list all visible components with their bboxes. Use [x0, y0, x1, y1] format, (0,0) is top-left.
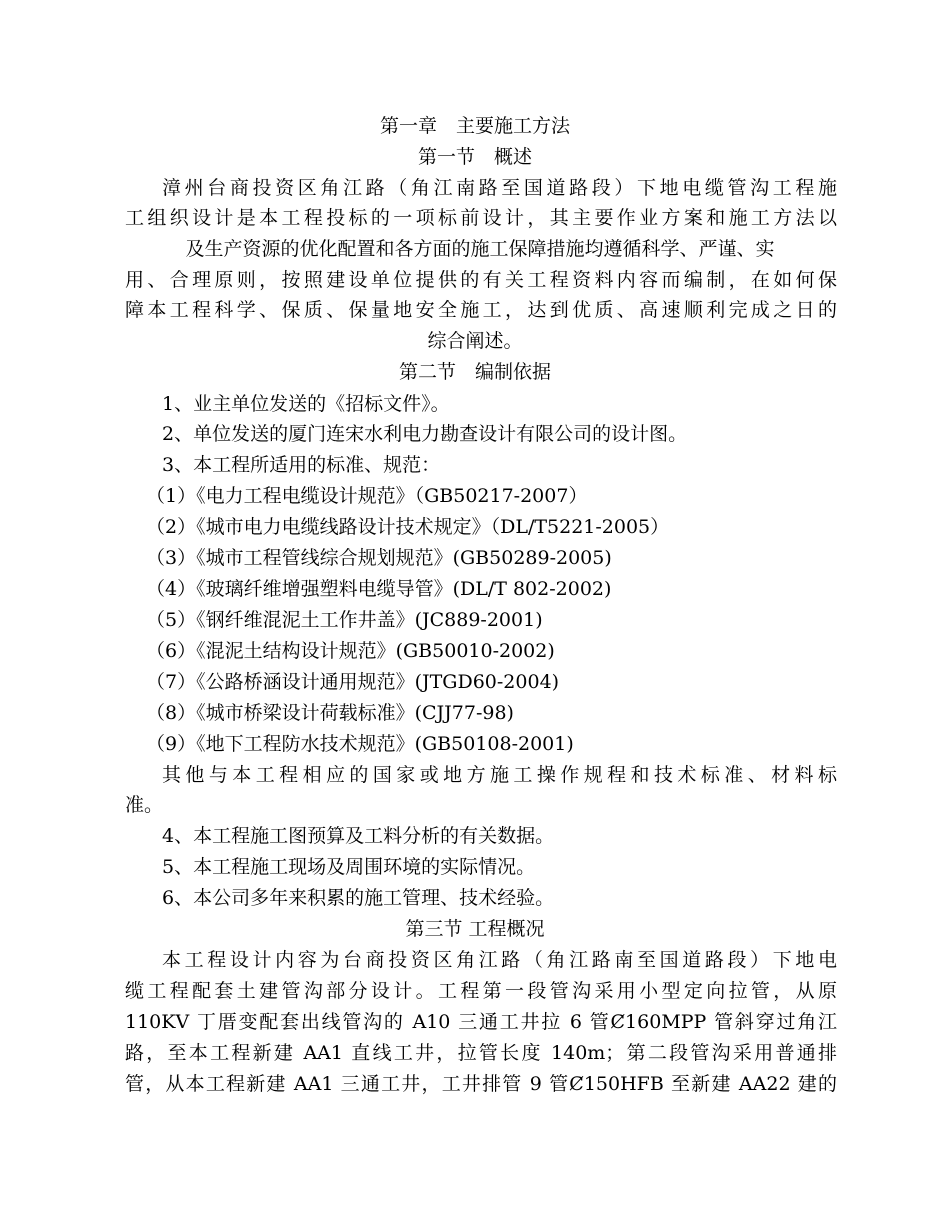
standard-item: （9）《地下工程防水技术规范》(GB50108-2001)	[146, 733, 574, 755]
standard-item: （2）《城市电力电缆线路设计技术规定》（DL/T5221-2005）	[146, 516, 670, 538]
chapter-title: 第一章 主要施工方法	[379, 115, 570, 137]
basis-item: 3、本工程所适用的标准、规范：	[162, 454, 441, 476]
project-line: 110KV 丁厝变配套出线管沟的 A10 三通工井拉 6 管Ȼ160MPP 管斜穿过角江	[125, 1011, 837, 1033]
standard-item: （7）《公路桥涵设计通用规范》(JTGD60-2004)	[146, 671, 560, 693]
standard-item: （4）《玻璃纤维增强塑料电缆导管》(DL/T 802-2002)	[146, 578, 612, 600]
overview-line: 漳州台商投资区角江路（角江南路至国道路段）下地电缆管沟工程施	[162, 177, 837, 199]
overview-line: 综合阐述。	[427, 330, 523, 352]
basis-item: 5、本工程施工现场及周围环境的实际情况。	[162, 856, 536, 878]
standard-item: （8）《城市桥梁设计荷载标准》(CJJ77-98)	[146, 702, 514, 724]
project-line: 管，从本工程新建 AA1 三通工井，工井排管 9 管Ȼ150HFB 至新建 AA22 建的	[125, 1073, 837, 1095]
basis-item: 4、本工程施工图预算及工料分析的有关数据。	[162, 825, 555, 847]
section-title-project-overview: 第三节 工程概况	[405, 918, 545, 940]
standard-item: （6）《混泥土结构设计规范》(GB50010-2002)	[146, 640, 555, 662]
basis-item: 2、单位发送的厦门连宋水利电力勘查设计有限公司的设计图。	[162, 423, 688, 445]
other-standards-line: 其他与本工程相应的国家或地方施工操作规程和技术标准、材料标	[162, 764, 837, 786]
section-title-overview: 第一节 概述	[417, 146, 532, 168]
overview-line: 工组织设计是本工程投标的一项标前设计，其主要作业方案和施工方法以	[125, 207, 837, 229]
section-title-basis: 第二节 编制依据	[398, 361, 551, 383]
project-line: 缆工程配套土建管沟部分设计。工程第一段管沟采用小型定向拉管，从原	[125, 980, 837, 1002]
standard-item: （1）《电力工程电缆设计规范》（GB50217-2007）	[146, 485, 588, 507]
overview-line: 障本工程科学、保质、保量地安全施工，达到优质、高速顺利完成之日的	[125, 299, 837, 321]
other-standards-line: 准。	[125, 794, 164, 816]
basis-item: 1、业主单位发送的《招标文件》。	[162, 393, 450, 415]
overview-line: 用、合理原则，按照建设单位提供的有关工程资料内容而编制，在如何保	[125, 269, 837, 291]
overview-line: 及生产资源的优化配置和各方面的施工保障措施均遵循科学、严谨、实	[185, 238, 775, 260]
project-line: 路，至本工程新建 AA1 直线工井，拉管长度 140m；第二段管沟采用普通排	[125, 1042, 837, 1064]
project-line: 本工程设计内容为台商投资区角江路（角江路南至国道路段）下地电	[162, 949, 837, 971]
basis-item: 6、本公司多年来积累的施工管理、技术经验。	[162, 887, 555, 909]
standard-item: （3）《城市工程管线综合规划规范》(GB50289-2005)	[146, 547, 612, 569]
standard-item: （5）《钢纤维混泥土工作井盖》(JC889-2001)	[146, 609, 543, 631]
